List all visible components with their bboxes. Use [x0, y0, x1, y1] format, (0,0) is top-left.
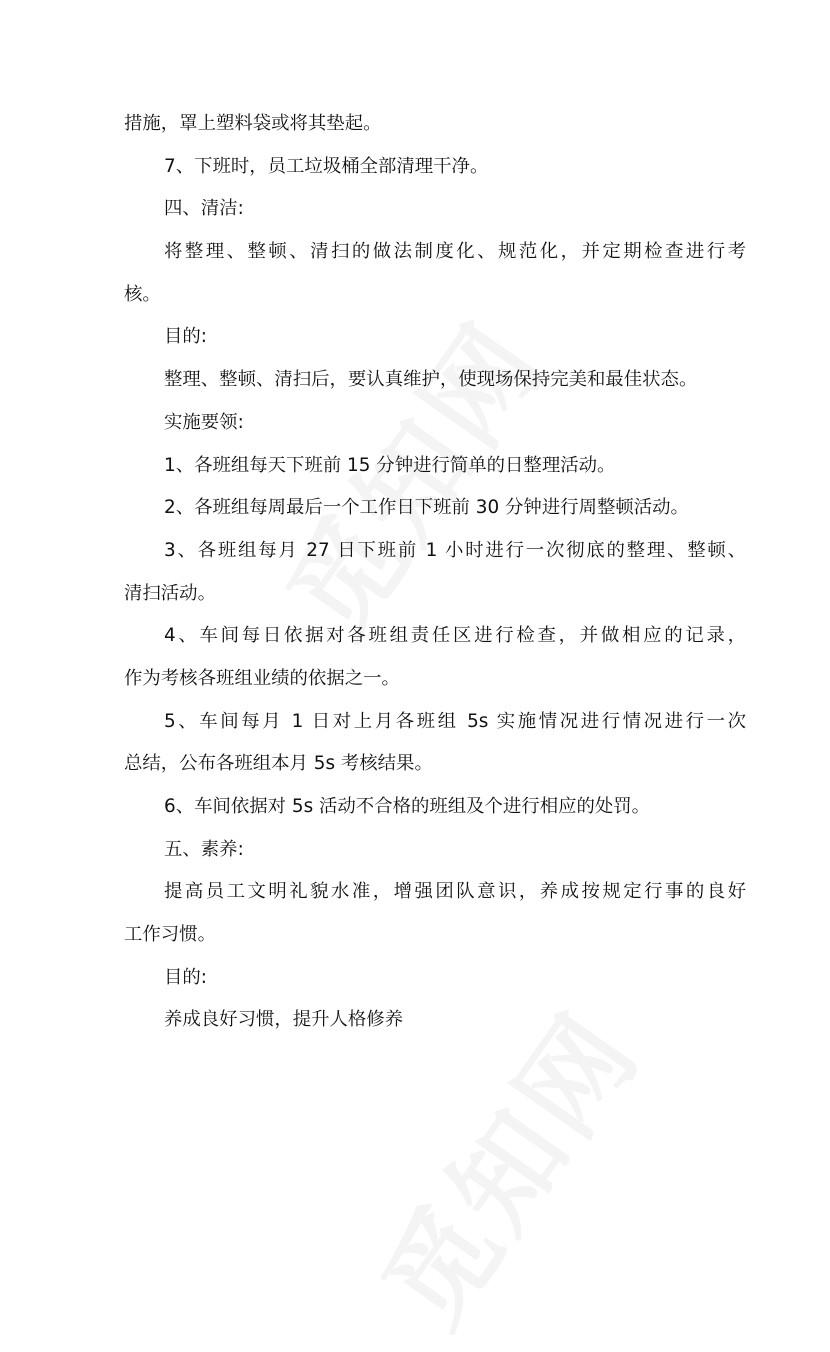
subheading: 目的: [164, 966, 207, 988]
subheading: 实施要领: [164, 411, 244, 433]
section-heading: 五、素养: [164, 838, 244, 860]
section-heading: 四、清洁: [164, 198, 244, 220]
paragraph-line: 整理、整顿、清扫后，要认真维护，使现场保持完美和最佳状态。 [164, 369, 698, 391]
document-body [124, 103, 746, 1042]
list-item: 5、车间每月 1 日对上月各班组 5s 实施情况进行情况进行一次 [164, 710, 746, 732]
list-item-continuation: 总结，公布各班组本月 5s 考核结果。 [124, 753, 433, 775]
list-item: 6、车间依据对 5s 活动不合格的班组及个进行相应的处罚。 [164, 796, 651, 817]
paragraph-line: 养成良好习惯，提升人格修养 [164, 1009, 404, 1031]
paragraph-line: 核。 [124, 283, 161, 305]
paragraph-line: 工作习惯。 [124, 924, 216, 946]
list-item: 3、各班组每月 27 日下班前 1 小时进行一次彻底的整理、整顿、 [164, 539, 746, 561]
paragraph-line: 提高员工文明礼貌水准，增强团队意识，养成按规定行事的良好 [164, 881, 746, 903]
list-item-continuation: 清扫活动。 [124, 582, 216, 604]
paragraph-line: 措施，罩上塑料袋或将其垫起。 [124, 113, 382, 134]
subheading: 目的: [164, 326, 207, 348]
list-item: 2、各班组每周最后一个工作日下班前 30 分钟进行周整顿活动。 [164, 497, 689, 519]
list-item: 1、各班组每天下班前 15 分钟进行简单的日整理活动。 [164, 454, 616, 476]
list-item-continuation: 作为考核各班组业绩的依据之一。 [124, 667, 400, 689]
paragraph-line: 将整理、整顿、清扫的做法制度化、规范化，并定期检查进行考 [164, 241, 746, 263]
list-item: 7、下班时，员工垃圾桶全部清理干净。 [164, 155, 489, 177]
list-item: 4、车间每日依据对各班组责任区进行检查，并做相应的记录， [164, 625, 746, 647]
